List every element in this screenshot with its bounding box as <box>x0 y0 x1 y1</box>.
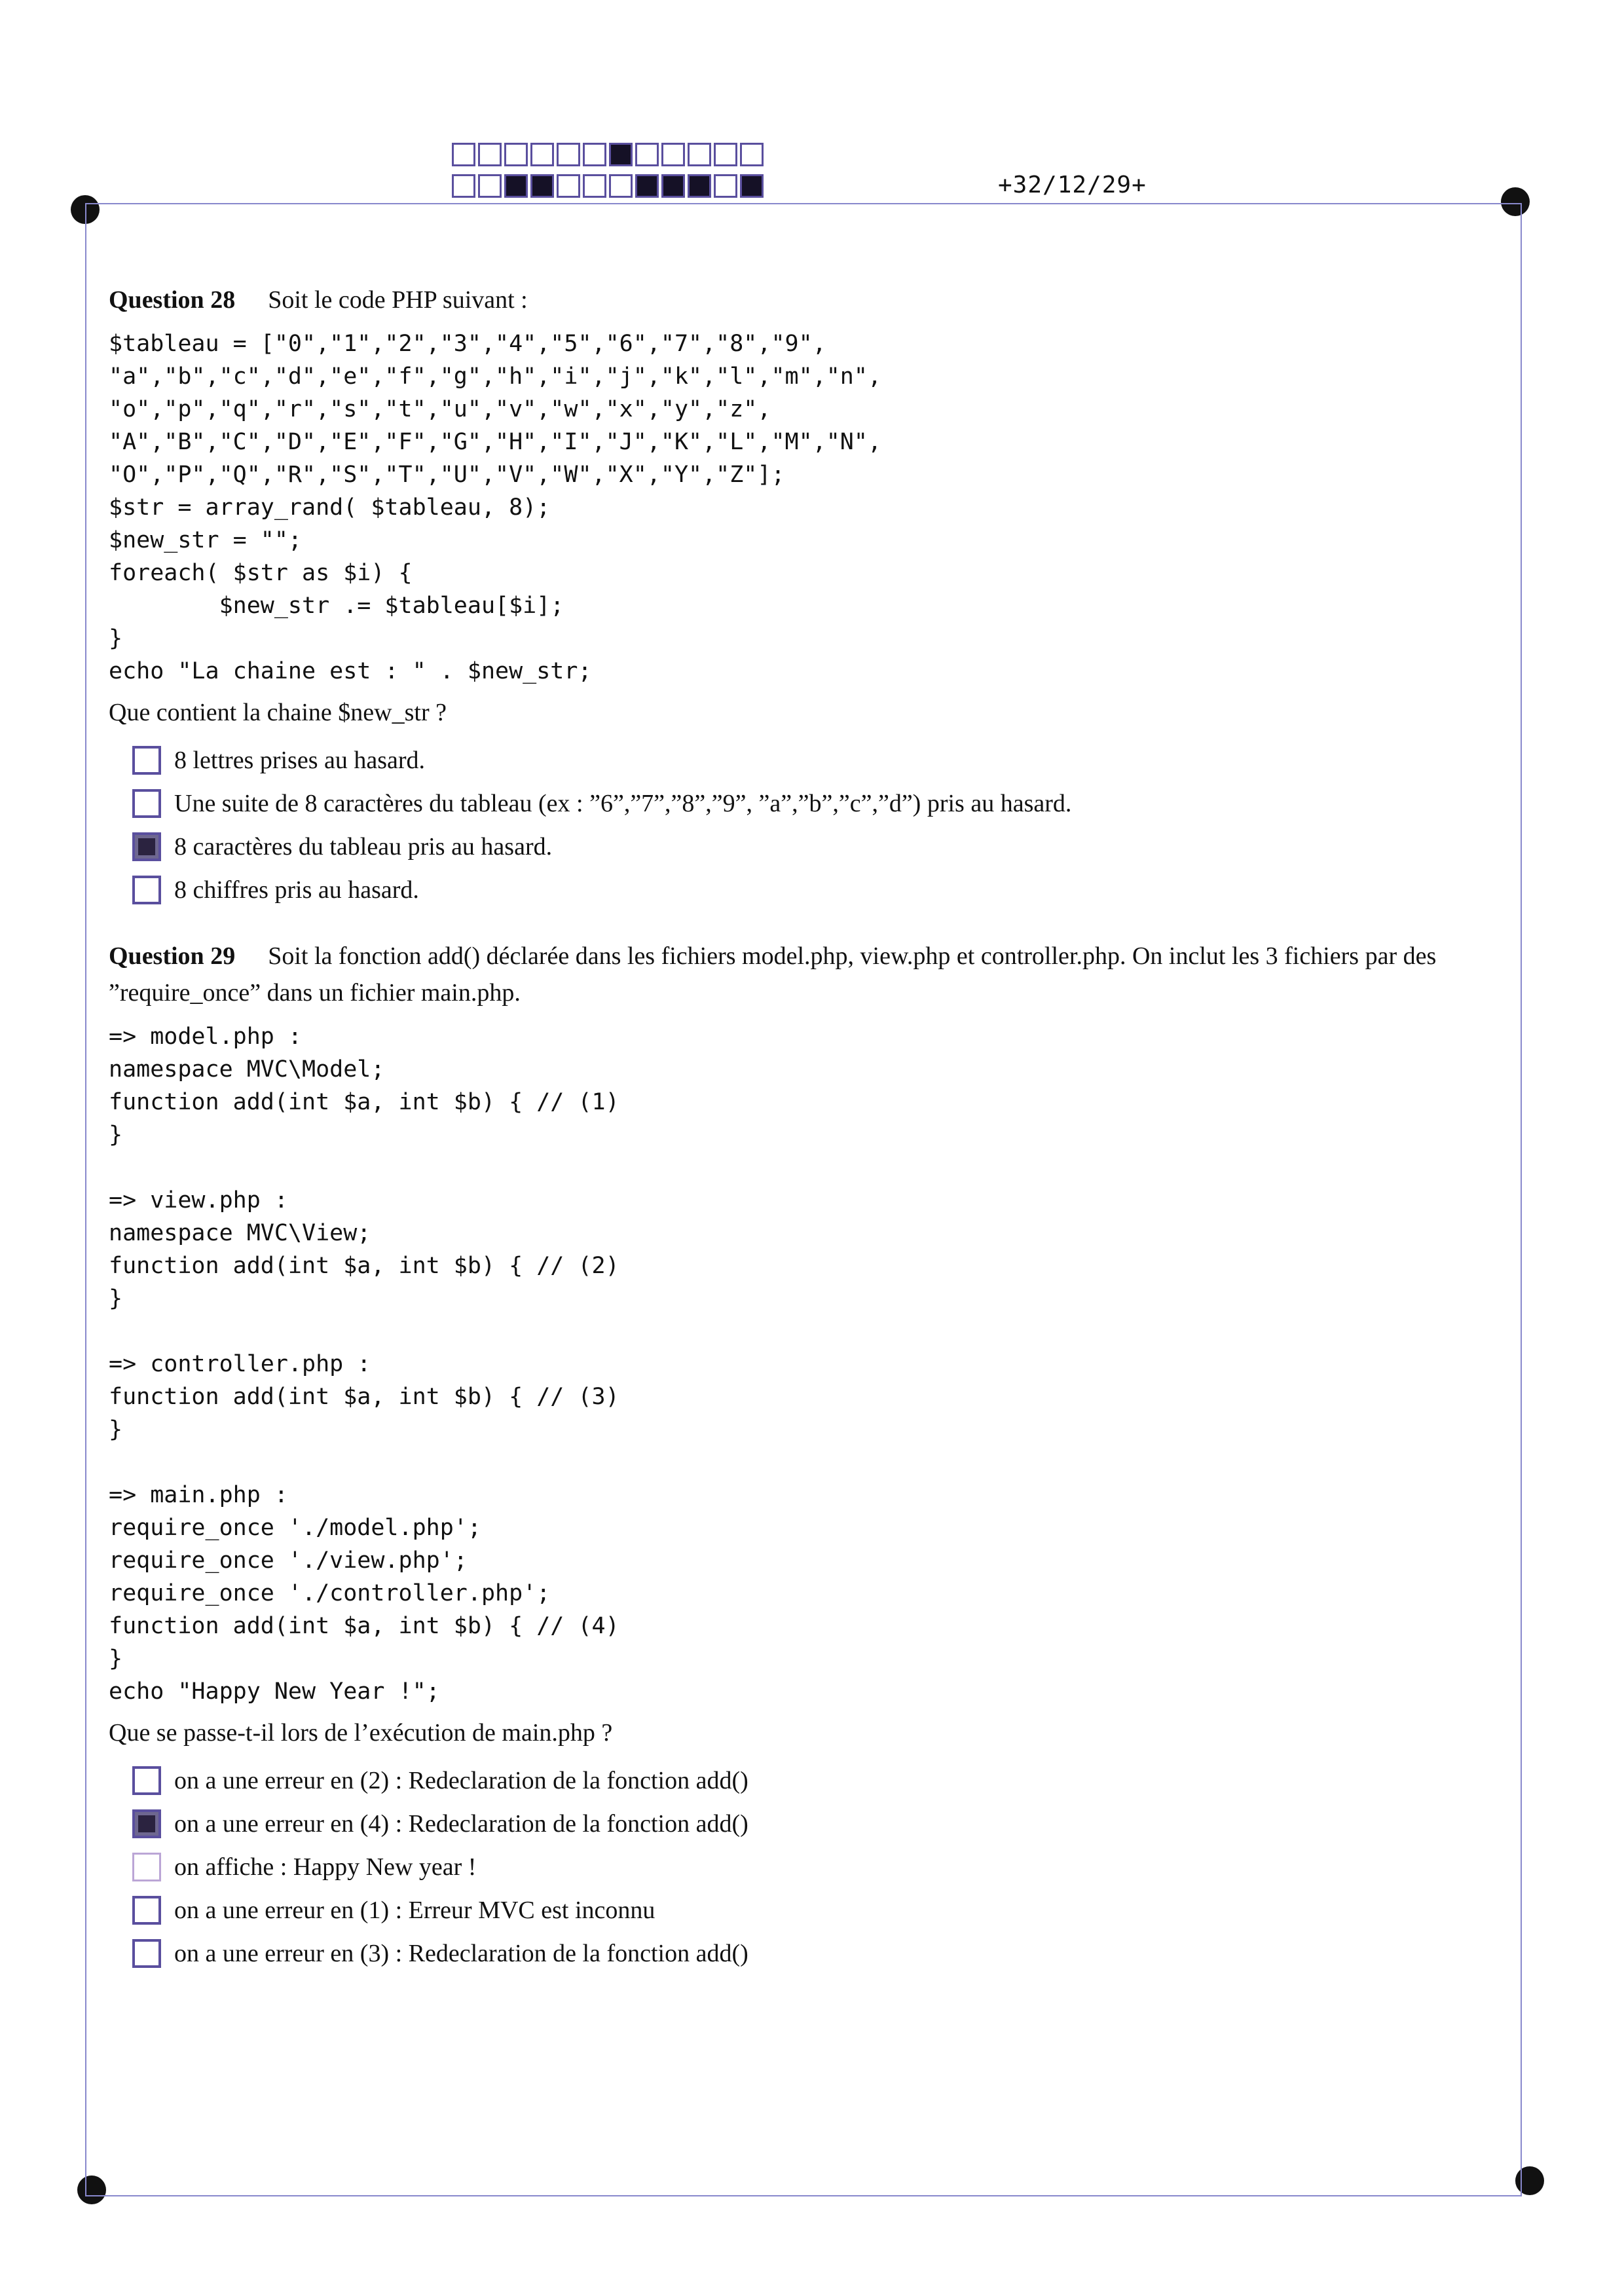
id-box-empty <box>557 143 580 166</box>
answer-option[interactable] <box>132 1802 1504 1845</box>
id-box-empty <box>583 174 606 198</box>
id-box-filled <box>635 174 659 198</box>
checkbox[interactable] <box>132 1939 161 1968</box>
checkbox[interactable] <box>132 746 161 775</box>
id-box-empty <box>583 143 606 166</box>
id-box-empty <box>688 143 711 166</box>
checkbox[interactable] <box>132 1766 161 1795</box>
question-number: Question 28 <box>109 286 236 314</box>
answer-label: on a une erreur en (1) : Erreur MVC est inconnu <box>174 1897 655 1924</box>
answer-option[interactable] <box>132 868 1504 912</box>
answer-option[interactable] <box>132 1845 1504 1889</box>
answer-option[interactable] <box>132 739 1504 782</box>
checkbox[interactable] <box>132 789 161 818</box>
code-block: $tableau = ["0","1","2","3","4","5","6","7","8","9", "a","b","c","d","e","f","g","h","i","j","k","l","m","n", "o","p","q","r","s","t","u","v","w","x","y","z", "A","B","C","D","E","F","G","H","I","J","K","L","M","N", "O","P","Q","R","S","T","U","V","W","X","Y","Z"]; $str = array_rand( $tableau, 8); $new_str = ""; foreach( $str as $i) { $new_str .= $tableau[$i]; } echo "La chaine est : " . $new_str; <box>109 331 882 684</box>
answer-label: on a une erreur en (3) : Redeclaration de la fonction add() <box>174 1940 748 1967</box>
answer-label: 8 caractères du tableau pris au hasard. <box>174 833 553 861</box>
answer-options <box>132 739 1504 912</box>
id-box-empty <box>478 174 502 198</box>
id-box-empty <box>661 143 685 166</box>
id-box-filled <box>661 174 685 198</box>
id-box-filled <box>530 174 554 198</box>
id-box-empty <box>530 143 554 166</box>
id-box-empty <box>452 174 475 198</box>
answer-label: on a une erreur en (2) : Redeclaration de la fonction add() <box>174 1767 748 1794</box>
id-box-empty <box>609 174 633 198</box>
answer-label: Une suite de 8 caractères du tableau (ex : ”6”,”7”,”8”,”9”, ”a”,”b”,”c”,”d”) pris au hasard. <box>174 790 1072 817</box>
id-box-empty <box>478 143 502 166</box>
answer-options <box>132 1759 1504 1975</box>
answer-option[interactable] <box>132 1889 1504 1932</box>
answer-option[interactable] <box>132 782 1504 825</box>
question-prompt: Que se passe-t-il lors de l’exécution de main.php ? <box>109 1719 613 1747</box>
id-box-empty <box>635 143 659 166</box>
checkbox-checked[interactable] <box>132 832 161 861</box>
question-prompt: Que contient la chaine $new_str ? <box>109 699 447 726</box>
page-code: +32/12/29+ <box>998 172 1147 198</box>
id-box-empty <box>557 174 580 198</box>
question-28 <box>109 282 1504 912</box>
id-box-empty <box>452 143 475 166</box>
answer-label: 8 lettres prises au hasard. <box>174 747 426 774</box>
question-header <box>109 938 1504 1011</box>
id-box-filled <box>609 143 633 166</box>
question-intro: Soit la fonction add() déclarée dans les fichiers model.php, view.php et controller.php. On inclut les 3 fichiers par des ”require_once” dans un fichier main.php. <box>109 942 1437 1007</box>
checkbox[interactable] <box>132 1853 161 1881</box>
id-box-empty <box>740 143 764 166</box>
checkbox[interactable] <box>132 1896 161 1925</box>
id-box-filled <box>740 174 764 198</box>
content <box>109 282 1504 1975</box>
id-box-filled <box>688 174 711 198</box>
id-boxes-top <box>452 143 766 166</box>
id-box-empty <box>504 143 528 166</box>
id-box-filled <box>504 174 528 198</box>
answer-option[interactable] <box>132 1932 1504 1975</box>
id-boxes-bottom <box>452 174 766 198</box>
checkbox-checked[interactable] <box>132 1809 161 1838</box>
question-intro: Soit le code PHP suivant : <box>268 286 528 314</box>
checkbox[interactable] <box>132 876 161 904</box>
id-box-empty <box>714 143 737 166</box>
id-box-empty <box>714 174 737 198</box>
code-block: => model.php : namespace MVC\Model; function add(int $a, int $b) { // (1) } => view.php : namespace MVC\View; function add(int $a, int $b) { // (2) } => controller.php : function add(int $a, int $b) { // (3) } => main.php : require_once './model.php'; require_once './view.php'; require_once './controller.php'; function add(int $a, int $b) { // (4) } echo "Happy New Year !"; <box>109 1024 619 1705</box>
answer-label: on affiche : Happy New year ! <box>174 1853 477 1881</box>
answer-label: 8 chiffres pris au hasard. <box>174 876 419 904</box>
question-29 <box>109 938 1504 1975</box>
answer-option[interactable] <box>132 825 1504 868</box>
question-number: Question 29 <box>109 942 236 970</box>
answer-label: on a une erreur en (4) : Redeclaration de la fonction add() <box>174 1810 748 1838</box>
question-header <box>109 282 1504 318</box>
answer-option[interactable] <box>132 1759 1504 1802</box>
